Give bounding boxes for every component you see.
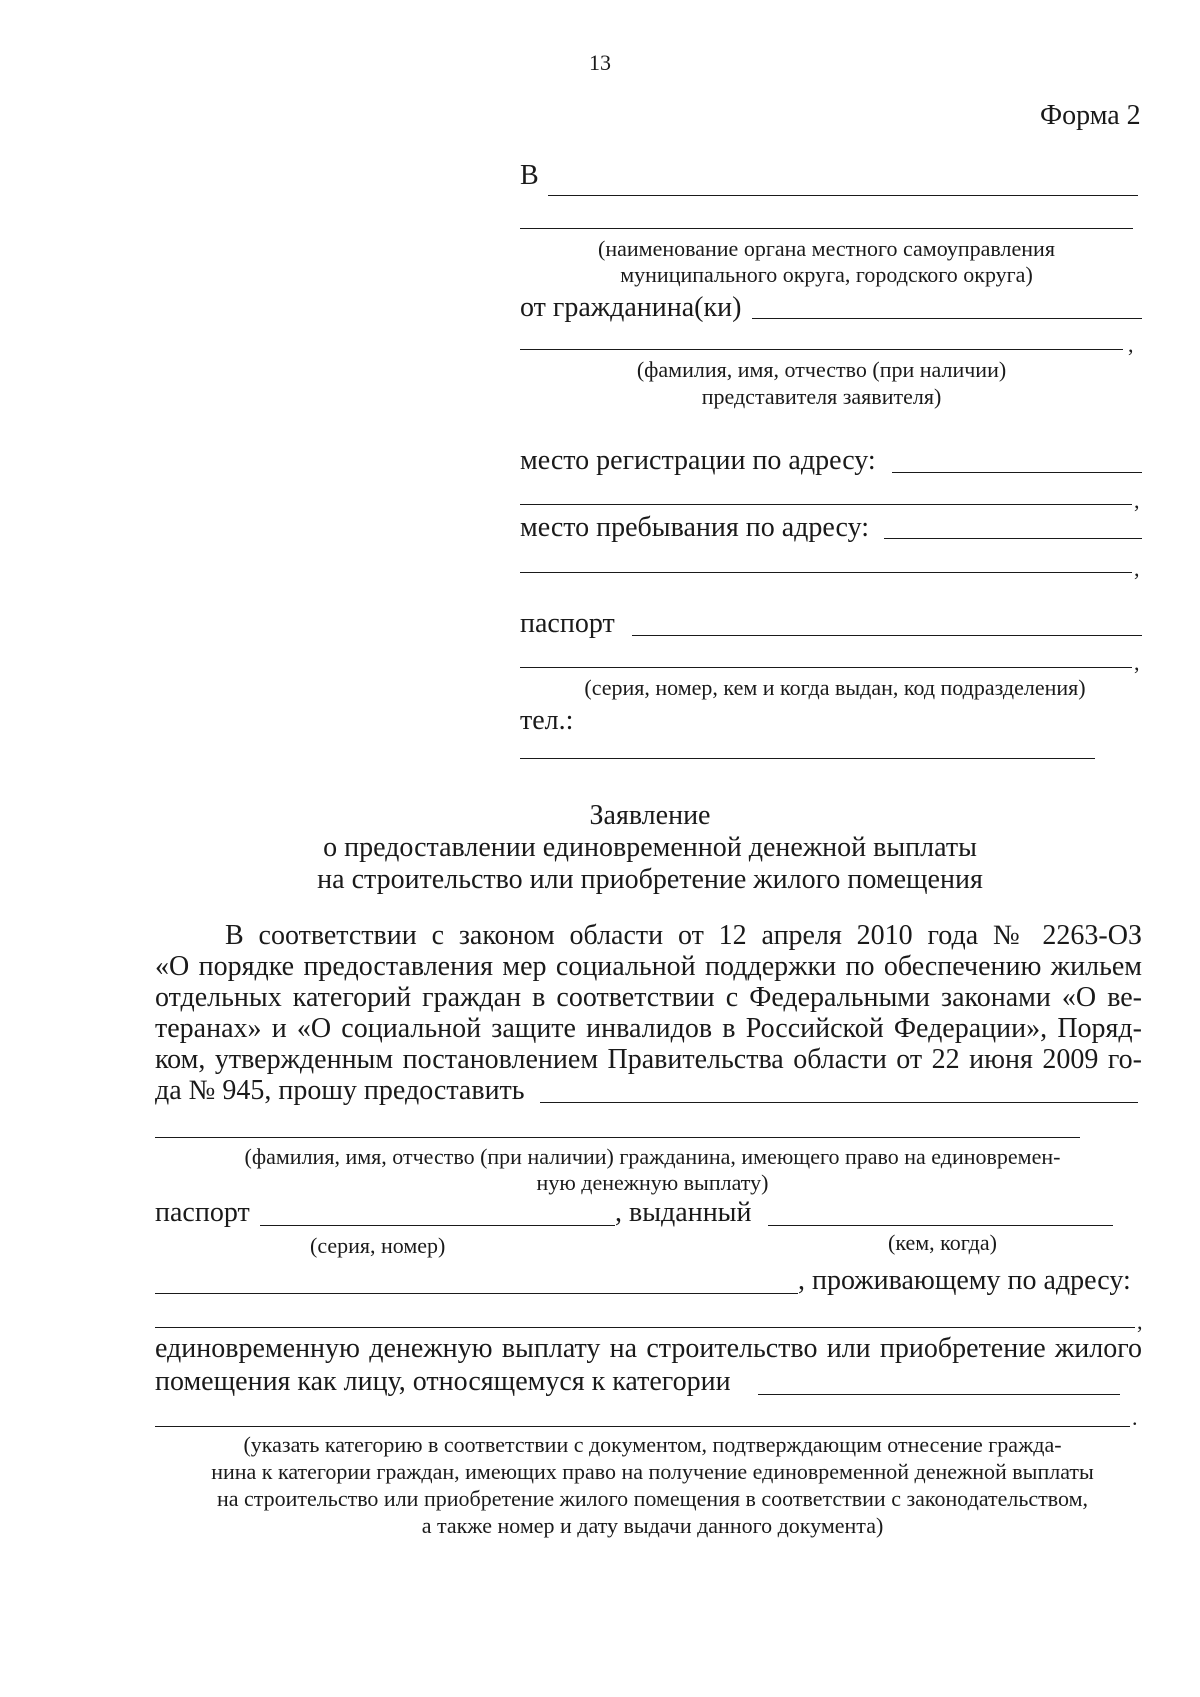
living-label: , проживающему по адресу: [798,1265,1131,1296]
body-line-3: отдельных категорий граждан в соответствии с Федеральными законами «О ве- [155,982,1142,1013]
citizen-name-field[interactable] [155,1137,1080,1138]
category-caption-4: а также номер и дату выдачи данного документа) [421,1513,884,1538]
passport-field[interactable] [632,635,1142,636]
body-line-1: В соответствии с законом области от 12 апреля 2010 года № 2263-ОЗ [225,920,1142,951]
category-caption-2: нина к категории граждан, имеющих право на получение единовременной денежной выплаты [211,1459,1094,1484]
citizen-caption-2: ную денежную выплату) [536,1170,769,1195]
body-line-4: теранах» и «О социальной защите инвалидов в Российской Федерации», Поряд- [155,1013,1142,1044]
person-caption-2: представителя заявителя) [701,384,942,409]
doc-title-2: о предоставлении единовременной денежной выплаты [323,832,977,863]
passport-label: паспорт [520,608,615,639]
body-line-2: «О порядке предоставления мер социальной поддержки по обеспечению жильем [155,951,1142,982]
citizen-passport-series-field[interactable] [260,1225,615,1226]
comma-5: , [1137,1309,1143,1334]
period-mark: . [1132,1405,1138,1430]
from-name-field[interactable] [752,318,1142,319]
payment-line-2: помещения как лицу, относящемуся к категории [155,1366,731,1397]
org-name-field[interactable] [548,195,1138,196]
phone-label: тел.: [520,705,574,736]
org-caption-1: (наименование органа местного самоуправления [598,236,1055,261]
to-prefix: В [520,160,539,191]
doc-title-3: на строительство или приобретение жилого помещения [317,864,983,895]
citizen-passport-label: паспорт [155,1197,250,1228]
living-address-field[interactable] [155,1327,1135,1328]
org-caption-2: муниципального округа, городского округа) [620,262,1033,287]
who-when-caption: (кем, когда) [888,1230,997,1255]
form-label: Форма 2 [1040,100,1141,131]
category-field-2[interactable] [155,1426,1130,1427]
citizen-caption-1: (фамилия, имя, отчество (при наличии) гражданина, имеющего право на единовремен- [244,1144,1061,1169]
stay-address-field-2[interactable] [520,572,1132,573]
registration-address-field-2[interactable] [520,504,1132,505]
org-name-field-2[interactable] [520,228,1133,229]
comma-2: , [1134,488,1140,513]
issued-label: , выданный [615,1197,752,1228]
stay-label: место пребывания по адресу: [520,512,869,543]
category-caption-3: на строительство или приобретение жилого помещения в соответствии с законодательством, [216,1486,1089,1511]
series-caption: (серия, номер) [310,1233,446,1258]
passport-field-2[interactable] [520,667,1132,668]
registration-label: место регистрации по адресу: [520,445,876,476]
category-field[interactable] [758,1394,1120,1395]
grant-recipient-field[interactable] [540,1102,1138,1103]
body-line-5: ком, утвержденным постановлением Правительства области от 22 июня 2009 го- [155,1044,1142,1075]
passport-caption: (серия, номер, кем и когда выдан, код подразделения) [584,675,1086,700]
issued-by-field[interactable] [768,1225,1113,1226]
doc-title-1: Заявление [589,800,711,831]
comma-3: , [1134,556,1140,581]
category-caption-1: (указать категорию в соответствии с документом, подтверждающим отнесение гражда- [243,1432,1062,1457]
from-name-field-2[interactable] [520,349,1123,350]
page-number: 13 [589,50,611,75]
registration-address-field[interactable] [892,472,1142,473]
phone-field[interactable] [520,758,1095,759]
stay-address-field[interactable] [884,538,1142,539]
payment-line-1: единовременную денежную выплату на строительство или приобретение жилого [155,1333,1142,1364]
person-caption-1: (фамилия, имя, отчество (при наличии) [636,357,1007,382]
issued-by-field-2[interactable] [155,1293,798,1294]
comma-4: , [1134,650,1140,675]
body-line-6: да № 945, прошу предоставить [155,1075,525,1106]
comma-1: , [1128,332,1134,357]
from-label: от гражданина(ки) [520,292,742,323]
